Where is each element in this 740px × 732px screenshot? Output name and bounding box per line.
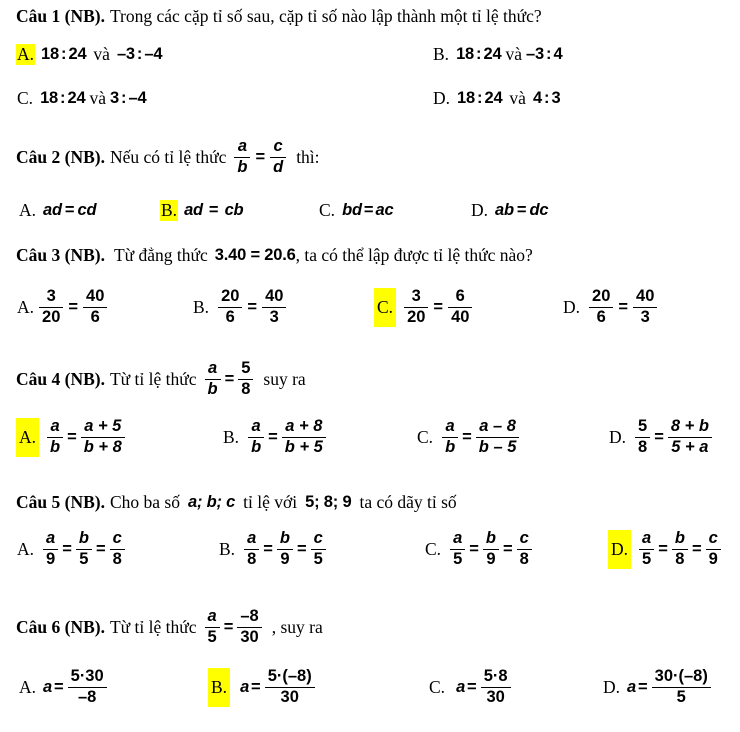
- colon-symbol: :: [543, 89, 550, 107]
- denominator: 5: [453, 550, 463, 569]
- rhs-expression: cd: [77, 201, 97, 219]
- option-letter: B.: [223, 427, 240, 448]
- numerator: a: [445, 417, 455, 435]
- equals-symbol: =: [296, 540, 307, 559]
- numerator: 20: [221, 287, 240, 305]
- value-mid: 24: [484, 89, 503, 107]
- option-letter: A.: [17, 297, 35, 318]
- question-3-option-c[interactable]: [374, 288, 474, 327]
- option-body: [633, 418, 714, 457]
- denominator: 5: [79, 550, 89, 569]
- result-fraction: [481, 668, 511, 707]
- option-body: [448, 530, 534, 569]
- denominator: d: [273, 158, 284, 177]
- denominator: 5: [676, 688, 686, 707]
- rhs-expression: dc: [529, 201, 549, 219]
- question-5-text-before: Cho ba số: [109, 492, 180, 512]
- question-5-option-c[interactable]: [424, 530, 534, 569]
- numerator: a: [50, 417, 60, 435]
- fraction-left: [404, 288, 428, 327]
- fraction-2: [76, 530, 92, 569]
- equals-symbol: =: [469, 540, 479, 559]
- equals-symbol: =: [268, 428, 278, 447]
- option-body: [40, 88, 146, 109]
- question-6-option-a[interactable]: [18, 668, 109, 707]
- question-2-option-b[interactable]: [160, 200, 243, 221]
- numerator: 5·30: [70, 667, 104, 685]
- question-1-option-c[interactable]: [16, 88, 146, 109]
- colon-symbol: :: [136, 45, 143, 63]
- question-5-vars: a; b; c: [187, 493, 236, 511]
- denominator: b: [50, 438, 61, 457]
- fraction-3: [110, 530, 125, 569]
- equals-symbol: =: [462, 428, 472, 447]
- option-letter: C.: [425, 539, 442, 560]
- question-4-text-after: suy ra: [263, 369, 306, 390]
- option-letter: C.: [374, 288, 396, 327]
- denominator: 8: [675, 550, 685, 569]
- option-body: [627, 668, 713, 707]
- question-3-option-d[interactable]: [562, 288, 659, 327]
- question-5-stem: [16, 492, 457, 513]
- equals-symbol: =: [67, 428, 77, 447]
- option-body: [45, 418, 127, 457]
- denominator: 5 + a: [671, 438, 709, 457]
- option-letter: C.: [429, 677, 446, 698]
- question-4-option-d[interactable]: [608, 418, 714, 457]
- question-1-stem: [16, 6, 542, 27]
- option-letter: B.: [208, 668, 230, 707]
- numerator: c: [112, 529, 122, 547]
- equals-symbol: =: [54, 678, 64, 697]
- question-3-text-after: , ta có thể lập được tỉ lệ thức nào?: [295, 245, 533, 265]
- question-2-label: Câu 2 (NB).: [16, 147, 105, 168]
- option-letter: D.: [609, 427, 627, 448]
- colon-symbol: :: [120, 89, 127, 107]
- option-letter: B.: [219, 539, 236, 560]
- result-fraction: [652, 668, 711, 707]
- fraction-1: [244, 530, 259, 569]
- question-5-label: Câu 5 (NB).: [16, 492, 105, 512]
- option-letter: A.: [19, 677, 37, 698]
- conjunction: và: [509, 88, 526, 108]
- option-letter: B.: [161, 200, 178, 220]
- option-body: [43, 668, 109, 707]
- denominator: 6: [90, 308, 100, 327]
- rhs-expression: ac: [375, 201, 394, 219]
- stem-fraction-left: [205, 360, 221, 399]
- numerator: a: [46, 529, 56, 547]
- equals-symbol: =: [638, 678, 648, 697]
- option-body: [402, 288, 474, 327]
- option-body: [457, 88, 560, 109]
- numerator: b: [674, 529, 685, 547]
- numerator: 40: [86, 287, 105, 305]
- equals-symbol: =: [68, 298, 79, 317]
- question-4-label: Câu 4 (NB).: [16, 369, 105, 390]
- denominator: b: [237, 158, 248, 177]
- numerator: a: [237, 137, 247, 155]
- result-fraction: [265, 668, 315, 707]
- question-5-option-b[interactable]: [218, 530, 328, 569]
- fraction-right: [81, 418, 125, 457]
- fraction-right: [83, 288, 107, 327]
- option-letter: C.: [17, 88, 34, 108]
- question-5-nums: 5; 8; 9: [305, 493, 352, 511]
- equals-symbol: =: [95, 540, 106, 559]
- numerator: a – 8: [479, 417, 516, 435]
- value-r2: 3: [551, 89, 561, 107]
- fraction-left: [47, 418, 63, 457]
- question-4-option-b[interactable]: [222, 418, 328, 457]
- option-body: [342, 201, 393, 220]
- numerator: 8 + b: [670, 417, 709, 435]
- equals-symbol: =: [363, 201, 374, 219]
- numerator: c: [708, 529, 718, 547]
- fraction-1: [450, 530, 465, 569]
- denominator: 8: [241, 380, 251, 399]
- option-body: [242, 530, 328, 569]
- numerator: a: [453, 529, 463, 547]
- variable: a: [456, 678, 466, 697]
- numerator: a: [251, 417, 261, 435]
- denominator: b – 5: [478, 438, 517, 457]
- question-4-text-before: Từ tỉ lệ thức: [109, 369, 197, 390]
- equals-symbol: =: [251, 678, 261, 697]
- numerator: c: [273, 137, 283, 155]
- denominator: 5: [642, 550, 652, 569]
- value-left: 18: [41, 45, 59, 63]
- question-2-option-c[interactable]: [318, 200, 393, 221]
- option-body: [637, 530, 723, 569]
- colon-symbol: :: [476, 45, 482, 63]
- numerator: 5·8: [483, 667, 508, 685]
- numerator: b: [485, 529, 496, 547]
- equals-symbol: =: [618, 298, 629, 317]
- denominator: 5: [207, 628, 217, 647]
- question-2-option-d[interactable]: [470, 200, 548, 221]
- question-6-label: Câu 6 (NB).: [16, 617, 105, 638]
- numerator: 30·(–8): [654, 667, 708, 685]
- equals-symbol: =: [247, 298, 258, 317]
- denominator: –8: [77, 688, 97, 707]
- question-5-option-d[interactable]: [608, 530, 723, 569]
- question-2-stem: [16, 138, 320, 177]
- question-1-option-d[interactable]: [432, 88, 560, 109]
- question-4-stem: [16, 360, 306, 399]
- equals-symbol: =: [658, 540, 668, 559]
- option-letter: D.: [433, 88, 451, 108]
- denominator: 20: [42, 308, 61, 327]
- variable: a: [43, 678, 52, 697]
- denominator: b: [445, 438, 456, 457]
- denominator: 20: [407, 308, 426, 327]
- numerator: a: [207, 359, 218, 377]
- denominator: 6: [596, 308, 606, 327]
- numerator: b: [279, 529, 290, 547]
- fraction-left: [635, 418, 650, 457]
- option-body: [41, 530, 127, 569]
- variable: a: [240, 678, 250, 697]
- question-5-text-mid: tỉ lệ với: [243, 492, 298, 512]
- conjunction: và: [93, 44, 110, 64]
- option-body: [184, 201, 243, 220]
- value-left: 18: [457, 89, 475, 107]
- option-body: [43, 201, 96, 220]
- value-left: 18: [40, 89, 59, 107]
- denominator: 6: [225, 308, 235, 327]
- question-6-option-d[interactable]: [602, 668, 713, 707]
- colon-symbol: :: [60, 45, 67, 63]
- value-mid: 24: [68, 45, 87, 63]
- equals-symbol: =: [62, 540, 72, 559]
- numerator: a: [247, 529, 257, 547]
- denominator: 30: [486, 688, 505, 707]
- colon-symbol: :: [476, 89, 483, 107]
- equals-symbol: =: [263, 540, 273, 559]
- option-letter: D.: [603, 677, 621, 698]
- question-2-text-before: Nếu có tỉ lệ thức: [109, 147, 227, 168]
- denominator: 30: [240, 628, 259, 647]
- value-r1: 3: [110, 89, 119, 107]
- fraction-right: [262, 288, 286, 327]
- equals-symbol: =: [224, 370, 235, 389]
- denominator: b + 8: [83, 438, 122, 457]
- question-3-stem: [16, 245, 533, 266]
- option-body: [41, 44, 162, 65]
- fraction-right: [476, 418, 520, 457]
- denominator: 8: [112, 550, 122, 569]
- rhs-expression: cb: [224, 201, 244, 219]
- denominator: 8: [247, 550, 257, 569]
- numerator: 40: [636, 287, 655, 305]
- value-mid: 24: [483, 45, 502, 63]
- fraction-left: [39, 288, 63, 327]
- value-r1: 4: [532, 89, 542, 107]
- equals-symbol: =: [433, 298, 444, 317]
- numerator: a: [642, 529, 652, 547]
- numerator: b: [78, 529, 89, 547]
- denominator: b + 5: [284, 438, 323, 457]
- fraction-left: [589, 288, 613, 327]
- option-letter: C.: [417, 427, 434, 448]
- numerator: a: [207, 607, 217, 625]
- denominator: 40: [451, 308, 470, 327]
- conjunction: và: [505, 44, 522, 64]
- option-letter: B.: [433, 44, 450, 64]
- fraction-1: [639, 530, 654, 569]
- numerator: 5·(–8): [267, 667, 312, 685]
- question-2-text-after: thì:: [296, 147, 320, 168]
- option-letter: D.: [563, 297, 581, 318]
- option-body: [456, 44, 562, 65]
- option-letter: A.: [17, 539, 35, 560]
- question-5-option-a[interactable]: [16, 530, 127, 569]
- equals-symbol: =: [691, 540, 702, 559]
- denominator: 3: [269, 308, 279, 327]
- question-5-text-after: ta có dãy tỉ số: [359, 492, 457, 512]
- value-r2: –4: [128, 89, 147, 107]
- question-1-text: Trong các cặp tỉ số sau, cặp tỉ số nào lập thành một tỉ lệ thức?: [109, 6, 542, 26]
- fraction-right: [668, 418, 712, 457]
- question-3-text-before: Từ đẳng thức: [113, 245, 208, 265]
- stem-fraction-right: [270, 138, 286, 177]
- denominator: 8: [519, 550, 529, 569]
- fraction-2: [277, 530, 293, 569]
- option-letter: A.: [17, 44, 35, 64]
- option-body: [246, 418, 328, 457]
- value-mid: 24: [67, 89, 86, 107]
- numerator: 3: [411, 287, 421, 305]
- numerator: 5: [241, 359, 251, 377]
- denominator: 9: [46, 550, 56, 569]
- question-6-text-before: Từ tỉ lệ thức: [109, 617, 197, 638]
- numerator: –8: [240, 607, 259, 625]
- option-letter: D.: [471, 200, 489, 220]
- fraction-3: [517, 530, 532, 569]
- value-r1: –3: [526, 45, 544, 63]
- equals-symbol: =: [223, 618, 234, 637]
- fraction-left: [218, 288, 242, 327]
- denominator: 3: [640, 308, 650, 327]
- denominator: b: [207, 380, 218, 399]
- numerator: 3: [46, 287, 56, 305]
- colon-symbol: :: [545, 45, 552, 63]
- denominator: 9: [486, 550, 496, 569]
- fraction-left: [442, 418, 458, 457]
- equals-symbol: =: [516, 201, 527, 219]
- colon-symbol: :: [60, 89, 66, 107]
- numerator: 40: [265, 287, 284, 305]
- fraction-right: [448, 288, 472, 327]
- option-letter: A.: [19, 200, 37, 220]
- numerator: 5: [638, 417, 648, 435]
- stem-fraction-right: [237, 608, 261, 647]
- fraction-2: [483, 530, 499, 569]
- fraction-1: [43, 530, 58, 569]
- question-6-stem: [16, 608, 323, 647]
- equals-symbol: =: [654, 428, 664, 447]
- fraction-right: [633, 288, 657, 327]
- question-2-option-a[interactable]: [18, 200, 96, 221]
- denominator: 30: [280, 688, 299, 707]
- question-1-option-b[interactable]: [432, 44, 562, 65]
- lhs-expression: ab: [495, 201, 514, 219]
- option-body: [587, 288, 659, 327]
- result-fraction: [68, 668, 107, 707]
- value-r1: –3: [116, 45, 135, 63]
- question-6-option-c[interactable]: [428, 668, 513, 707]
- stem-fraction-left: [205, 608, 220, 647]
- fraction-right: [282, 418, 326, 457]
- numerator: c: [313, 529, 323, 547]
- question-4-option-c[interactable]: [416, 418, 521, 457]
- question-1-label: Câu 1 (NB).: [16, 6, 105, 26]
- option-body: [37, 288, 109, 327]
- question-1-option-a[interactable]: [16, 44, 162, 65]
- stem-fraction-right: [238, 360, 253, 399]
- value-r2: –4: [144, 45, 163, 63]
- option-letter: B.: [193, 297, 210, 318]
- value-left: 18: [456, 45, 475, 63]
- denominator: 9: [280, 550, 290, 569]
- fraction-left: [248, 418, 264, 457]
- denominator: 8: [638, 438, 648, 457]
- question-3-option-a[interactable]: [16, 288, 109, 327]
- numerator: a + 8: [285, 417, 323, 435]
- lhs-expression: ad: [43, 201, 62, 219]
- lhs-expression: bd: [342, 201, 362, 219]
- question-4-option-a[interactable]: [16, 418, 127, 457]
- denominator: 9: [708, 550, 718, 569]
- option-body: [240, 668, 317, 707]
- question-6-option-b[interactable]: [208, 668, 317, 707]
- stem-fraction-left: [234, 138, 250, 177]
- equals-symbol: =: [208, 201, 219, 219]
- equals-symbol: =: [64, 201, 75, 219]
- question-3-option-b[interactable]: [192, 288, 288, 327]
- option-body: [456, 668, 512, 707]
- value-r2: 4: [553, 45, 563, 63]
- fraction-3: [706, 530, 721, 569]
- equals-symbol: =: [502, 540, 513, 559]
- option-body: [495, 201, 548, 220]
- option-body: [440, 418, 521, 457]
- fraction-3: [311, 530, 326, 569]
- question-3-equation: 3.40 = 20.6: [214, 246, 296, 264]
- denominator: 5: [313, 550, 323, 569]
- variable: a: [627, 678, 636, 697]
- numerator: 20: [592, 287, 611, 305]
- numerator: 6: [455, 287, 465, 305]
- option-letter: D.: [608, 530, 631, 569]
- equals-symbol: =: [255, 148, 266, 167]
- denominator: b: [251, 438, 262, 457]
- option-letter: C.: [319, 200, 336, 220]
- lhs-expression: ad: [184, 201, 203, 219]
- option-body: [216, 288, 288, 327]
- question-6-text-after: , suy ra: [271, 617, 323, 638]
- numerator: a + 5: [84, 417, 122, 435]
- question-3-label: Câu 3 (NB).: [16, 245, 105, 265]
- fraction-2: [672, 530, 688, 569]
- numerator: c: [519, 529, 529, 547]
- conjunction: và: [89, 88, 106, 108]
- option-letter: A.: [16, 418, 39, 457]
- equals-symbol: =: [467, 678, 477, 697]
